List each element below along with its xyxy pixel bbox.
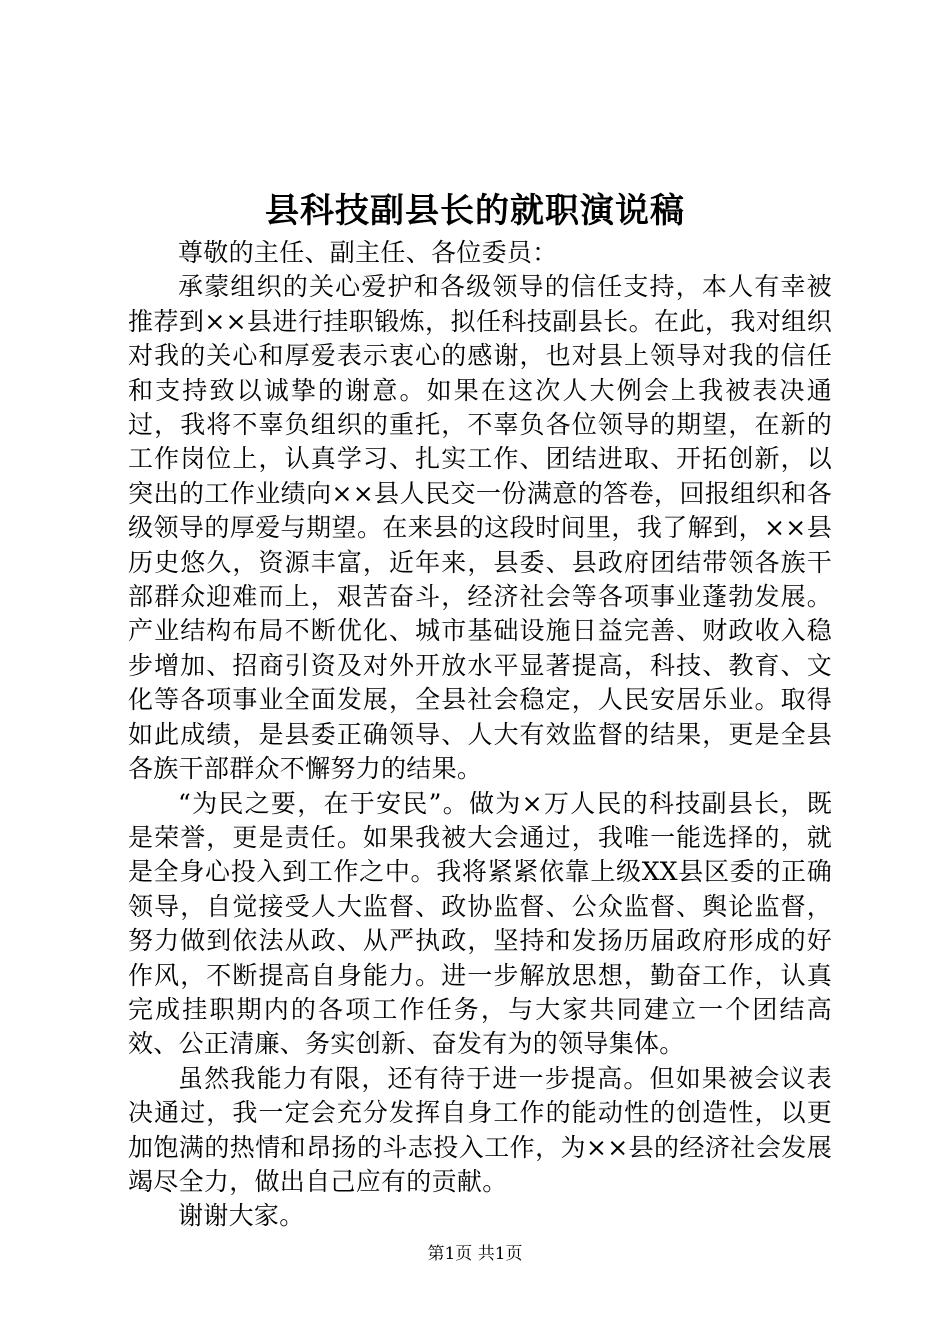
paragraph-2: “为民之要，在于安民”。做为×万人民的科技副县长，既是荣誉，更是责任。如果我被大会通过，我唯一能选择的，就是全身心投入到工作之中。我将紧紧依靠上级XX县区委的正确领导，自觉接受人大监督、政协监督、公众监督、舆论监督，努力做到依法从政、从严执政，坚持和发扬历届政府形成的好作风，不断提高自身能力。进一步解放思想，勤奋工作，认真完成挂职期内的各项工作任务，与大家共同建立一个团结高效、公正清廉、务实创新、奋发有为的领导集体。 [128, 788, 832, 1059]
document-body [128, 236, 832, 1234]
closing: 谢谢大家。 [178, 1201, 305, 1231]
salutation: 尊敬的主任、副主任、各位委员： [178, 238, 558, 267]
document-title: 县科技副县长的就职演说稿 [265, 191, 685, 231]
page-footer: 第1页 共1页 [427, 1244, 523, 1264]
paragraph-3: 虽然我能力有限，还有待于进一步提高。但如果被会议表决通过，我一定会充分发挥自身工作的能动性的创造性，以更加饱满的热情和昂扬的斗志投入工作，为××县的经济社会发展竭尽全力，做出自己应有的贡献。 [128, 1063, 832, 1196]
paragraph-1: 承蒙组织的关心爱护和各级领导的信任支持，本人有幸被推荐到××县进行挂职锻炼，拟任科技副县长。在此，我对组织对我的关心和厚爱表示衷心的感谢，也对县上领导对我的信任和支持致以诚挚的谢意。如果在这次人大例会上我被表决通过，我将不辜负组织的重托，不辜负各位领导的期望，在新的工作岗位上，认真学习、扎实工作、团结进取、开拓创新，以突出的工作业绩向××县人民交一份满意的答卷，回报组织和各级领导的厚爱与期望。在来县的这段时间里，我了解到，××县历史悠久，资源丰富，近年来，县委、县政府团结带领各族干部群众迎难而上，艰苦奋斗，经济社会等各项事业蓬勃发展。产业结构布局不断优化、城市基础设施日益完善、财政收入稳步增加、招商引资及对外开放水平显著提高，科技、教育、文化等各项事业全面发展，全县社会稳定，人民安居乐业。取得如此成绩，是县委正确领导、人大有效监督的结果，更是全县各族干部群众不懈努力的结果。 [128, 272, 832, 784]
